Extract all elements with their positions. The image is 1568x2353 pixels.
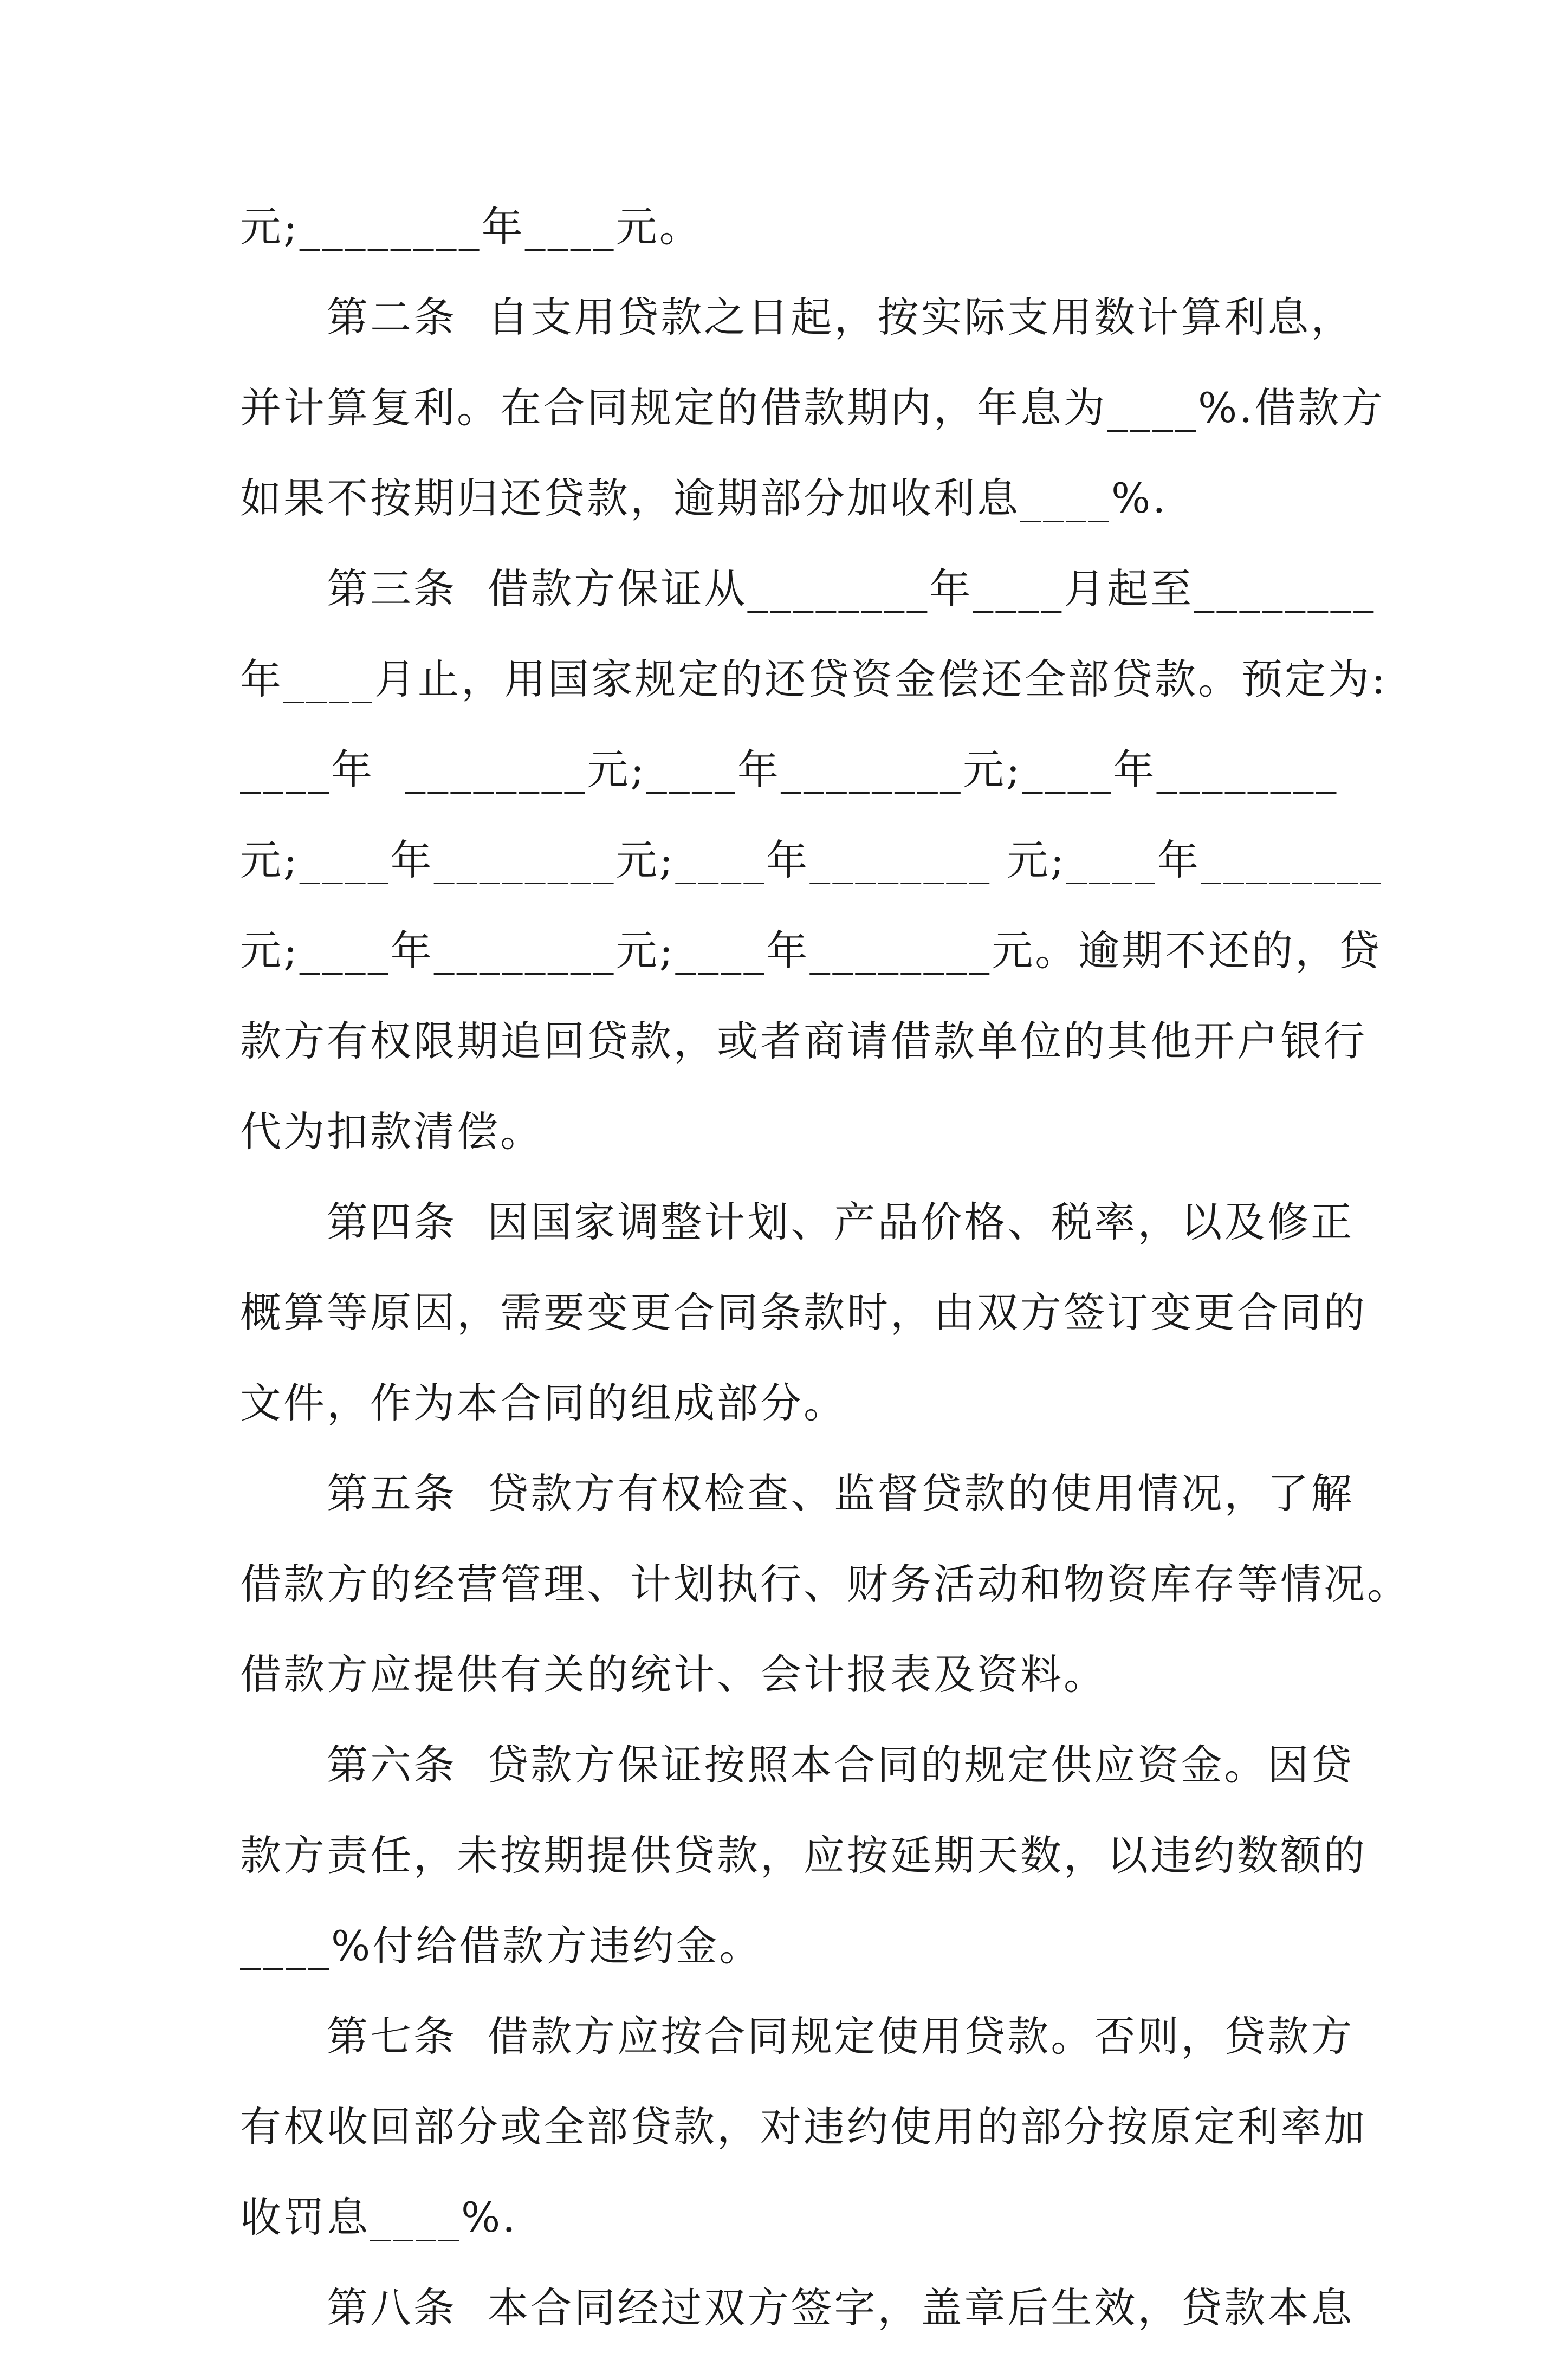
clause-6-line-2: 款方责任，未按期提供贷款，应按延期天数，以违约数额的	[240, 1831, 1367, 1879]
clause-4-line-1: 第四条 因国家调整计划、产品价格、税率，以及修正	[327, 1198, 1355, 1246]
clause-7-line-1: 第七条 借款方应按合同规定使用贷款。否则，贷款方	[327, 2012, 1355, 2060]
clause-3-line-3: ____年 ________元;____年________元;____年________	[240, 746, 1339, 794]
clause-2-line-1: 第二条 自支用贷款之日起，按实际支用数计算利息，	[327, 293, 1355, 341]
clause-3-line-1: 第三条 借款方保证从________年____月起至________	[327, 565, 1376, 613]
contract-body	[240, 182, 1410, 2353]
clause-3-line-2: 年____月止，用国家规定的还贷资金偿还全部贷款。预定为:	[240, 655, 1388, 703]
clause-6-line-1: 第六条 贷款方保证按照本合同的规定供应资金。因贷	[327, 1741, 1355, 1789]
clause-7-line-2: 有权收回部分或全部贷款，对违约使用的部分按原定利率加	[240, 2103, 1367, 2151]
clause-2-line-2: 并计算复利。在合同规定的借款期内，年息为____%.借款方	[240, 384, 1385, 432]
clause-2-line-3: 如果不按期归还贷款，逾期部分加收利息____%.	[240, 474, 1168, 522]
clause-7-line-3: 收罚息____%.	[240, 2193, 518, 2241]
clause-4-line-3: 文件，作为本合同的组成部分。	[240, 1379, 847, 1427]
clause-3-line-5: 元;____年________元;____年________元。逾期不还的，贷	[240, 926, 1382, 975]
clause-8-line-1: 第八条 本合同经过双方签字，盖章后生效，贷款本息	[327, 2284, 1355, 2332]
clause-4-line-2: 概算等原因，需要变更合同条款时，由双方签订变更合同的	[240, 1288, 1367, 1337]
clause-3-line-7: 代为扣款清偿。	[240, 1107, 543, 1156]
clause-3-line-6: 款方有权限期追回贷款，或者商请借款单位的其他开户银行	[240, 1017, 1367, 1065]
clause-5-line-2: 借款方的经营管理、计划执行、财务活动和物资库存等情况。	[240, 1560, 1410, 1608]
text-line: 元;________年____元。	[240, 203, 703, 251]
clause-5-line-1: 第五条 贷款方有权检查、监督贷款的使用情况，了解	[327, 1469, 1355, 1518]
clause-3-line-4: 元;____年________元;____年________ 元;____年________	[240, 836, 1383, 884]
clause-6-line-3: ____%付给借款方违约金。	[240, 1922, 763, 1970]
clause-5-line-3: 借款方应提供有关的统计、会计报表及资料。	[240, 1650, 1107, 1699]
